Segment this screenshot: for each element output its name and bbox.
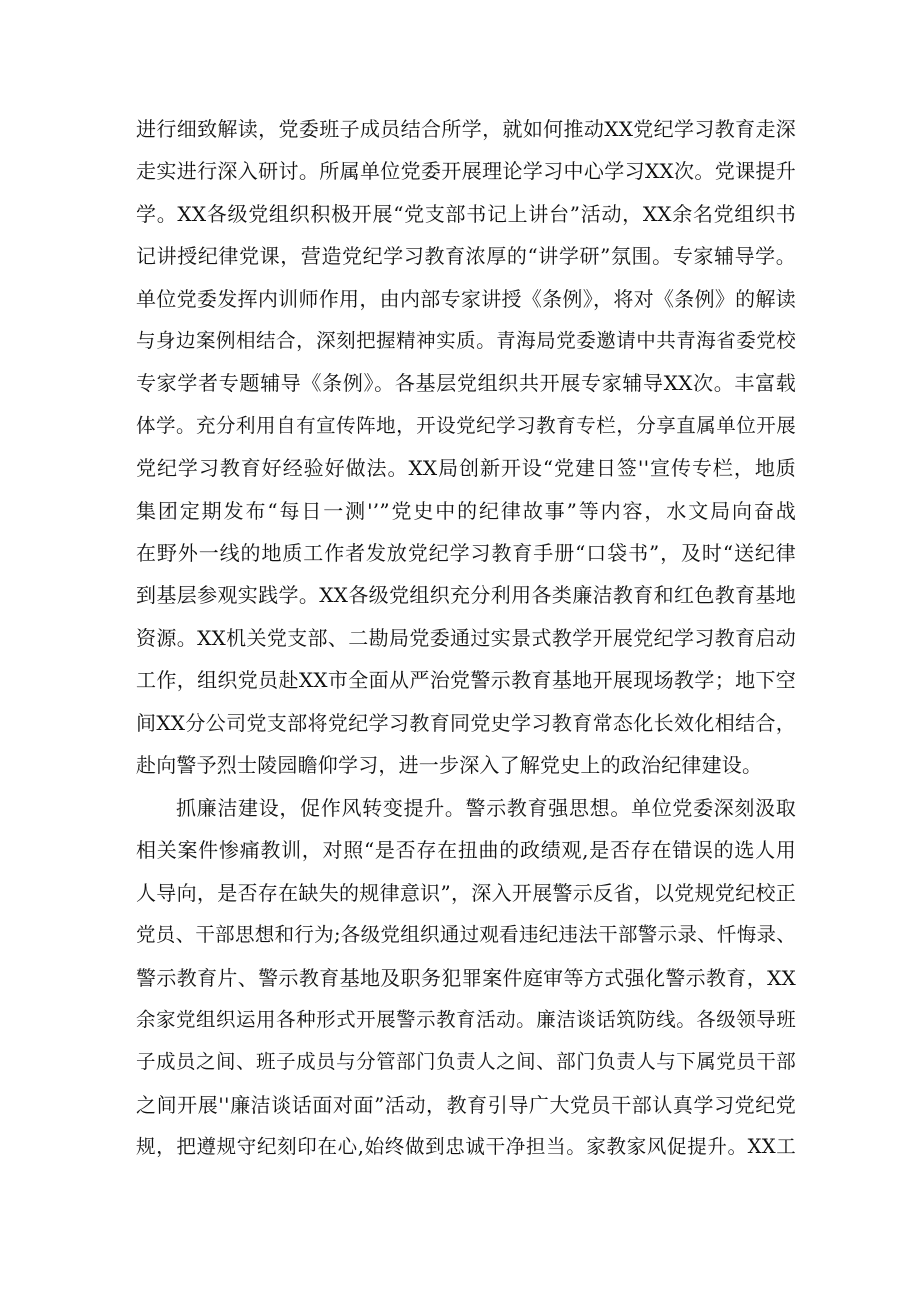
text-line: 党纪学习教育好经验好做法。XX局创新开设“党建日签''宣传专栏，地质 bbox=[136, 456, 796, 481]
text-line: 警示教育片、警示教育基地及职务犯罪案件庭审等方式强化警示教育，XX bbox=[136, 965, 796, 990]
text-line: 之间开展''廉洁谈话面对面”活动，教育引导广大党员干部认真学习党纪党 bbox=[136, 1092, 796, 1117]
text-line: 赴向警予烈士陵园瞻仰学习，进一步深入了解党史上的政治纪律建设。 bbox=[136, 753, 763, 778]
text-line: 与身边案例相结合，深刻把握精神实质。青海局党委邀请中共青海省委党校 bbox=[136, 329, 796, 353]
text-line: 子成员之间、班子成员与分管部门负责人之间、部门负责人与下属党员干部 bbox=[136, 1050, 796, 1074]
text-line: 集团定期发布“每日一测'’”党史中的纪律故事”等内容，水文局向奋战 bbox=[136, 498, 796, 523]
paragraph-2 bbox=[136, 787, 796, 1169]
text-line: 人导向，是否存在缺失的规律意识”，深入开展警示反省，以党规党纪校正 bbox=[136, 880, 796, 905]
text-line: 学。XX各级党组织积极开展“党支部书记上讲台”活动，XX余名党组织书 bbox=[136, 201, 796, 226]
paragraph-1 bbox=[136, 108, 796, 787]
text-line: 走实进行深入研讨。所属单位党委开展理论学习中心学习XX次。党课提升 bbox=[136, 159, 796, 184]
text-line: 体学。充分利用自有宣传阵地，开设党纪学习教育专栏，分享直属单位开展 bbox=[136, 413, 796, 437]
text-line: 党员、干部思想和行为;各级党组织通过观看违纪违法干部警示录、忏悔录、 bbox=[136, 923, 796, 947]
text-line: 记讲授纪律党课，营造党纪学习教育浓厚的“讲学研”氛围。专家辅导学。 bbox=[136, 244, 796, 269]
text-line: 抓廉洁建设，促作风转变提升。警示教育强思想。单位党委深刻汲取 bbox=[176, 796, 796, 820]
text-line: 专家学者专题辅导《条例》。各基层党组织共开展专家辅导XX次。丰富载 bbox=[136, 371, 796, 396]
text-line: 单位党委发挥内训师作用，由内部专家讲授《条例》，将对《条例》的解读 bbox=[136, 286, 796, 311]
text-line: 规，把遵规守纪刻印在心,始终做到忠诚干净担当。家教家风促提升。XX工 bbox=[136, 1135, 796, 1159]
text-line: 工作，组织党员赴XX市全面从严治党警示教育基地开展现场教学；地下空 bbox=[136, 668, 796, 693]
text-line: 余家党组织运用各种形式开展警示教育活动。廉洁谈话筑防线。各级领导班 bbox=[136, 1008, 796, 1032]
text-line: 资源。XX机关党支部、二勘局党委通过实景式教学开展党纪学习教育启动 bbox=[136, 625, 796, 650]
text-line: 到基层参观实践学。XX各级党组织充分利用各类廉洁教育和红色教育基地 bbox=[136, 583, 796, 608]
text-line: 相关案件惨痛教训，对照“是否存在扭曲的政绩观,是否存在错误的选人用 bbox=[136, 838, 796, 863]
text-line: 间XX分公司党支部将党纪学习教育同党史学习教育常态化长效化相结合， bbox=[136, 710, 796, 735]
text-line: 进行细致解读，党委班子成员结合所学，就如何推动XX党纪学习教育走深 bbox=[136, 117, 796, 141]
text-line: 在野外一线的地质工作者发放党纪学习教育手册“口袋书”，及时“送纪律 bbox=[136, 541, 796, 566]
